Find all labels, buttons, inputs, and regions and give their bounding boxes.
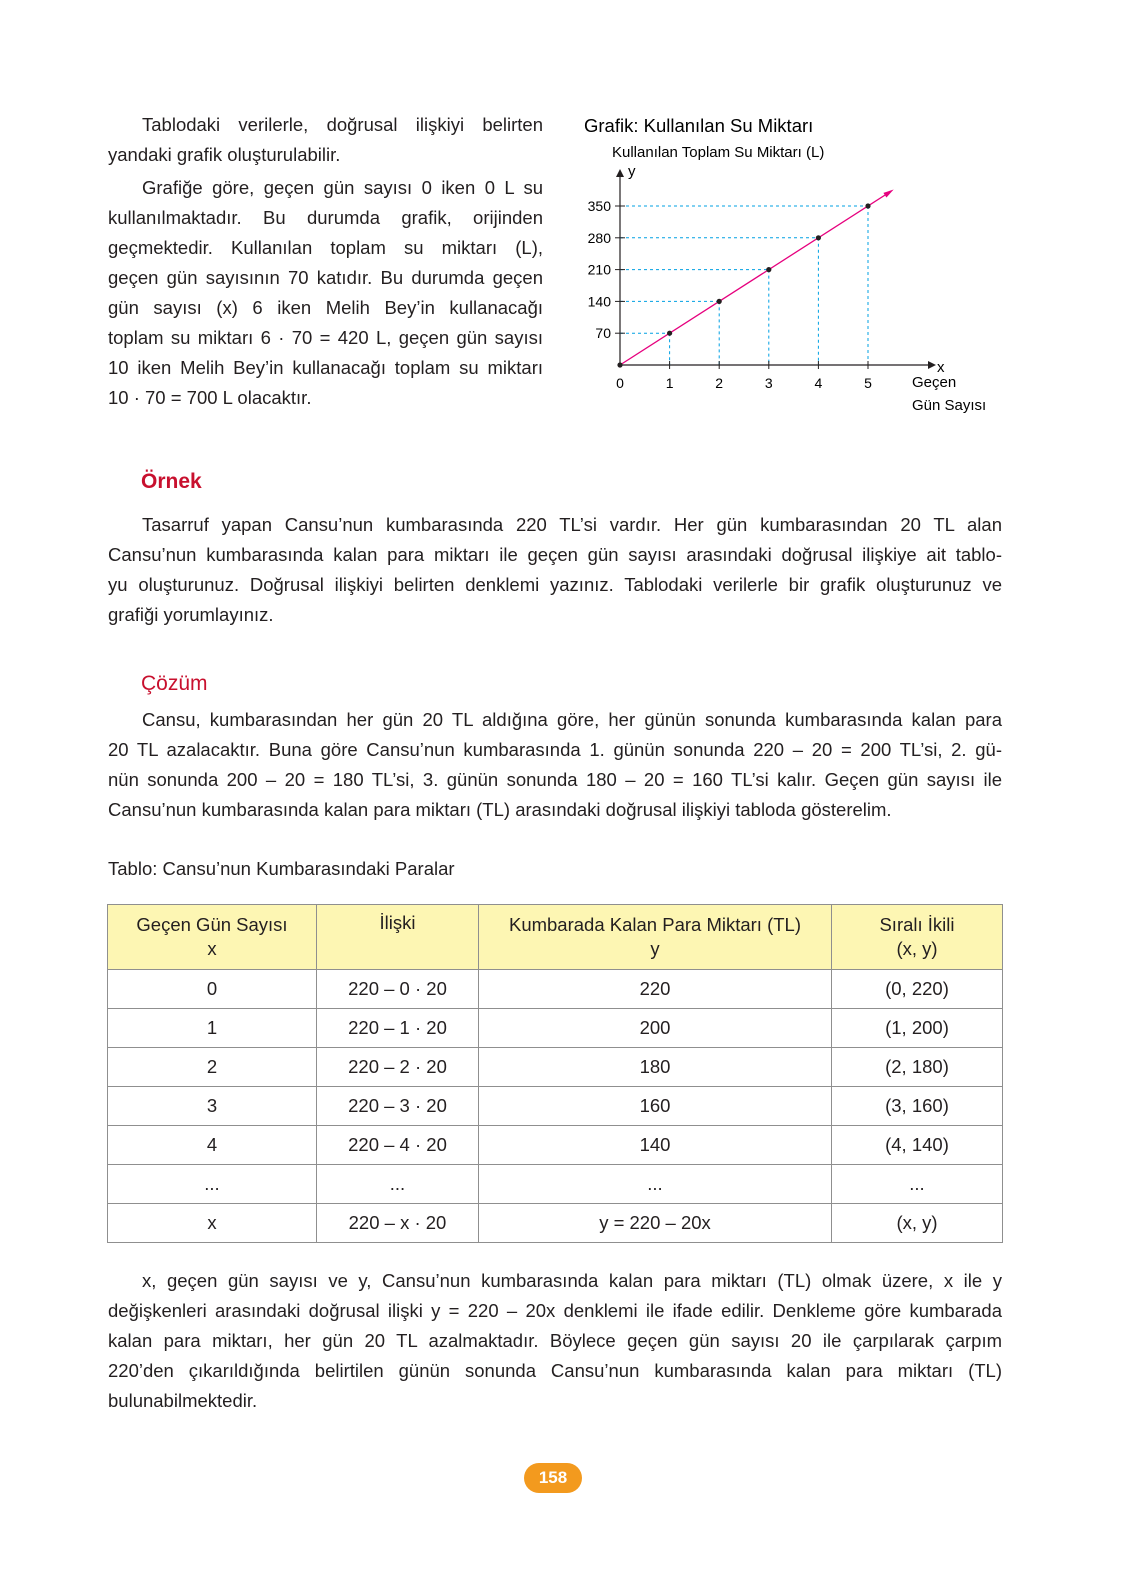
- series-arrow-icon: [883, 190, 893, 198]
- text-line: Tasarruf yapan Cansu’nun kumbarasında 220 TL’si vardır. Her gün kumbarasından 20 TL alan: [142, 514, 1002, 535]
- text-line: Cansu’nun kumbarasında kalan para miktarı ile geçen gün sayısı arasındaki doğrusal ilişkiye ait tablo-: [108, 544, 1002, 565]
- chart-title: Grafik: Kullanılan Su Miktarı: [584, 115, 814, 136]
- text-line: geçen gün sayısının 70 katıdır. Bu durumda geçen: [108, 267, 543, 288]
- header-ordered-pair: Sıralı İkili (x, y): [832, 905, 1003, 970]
- y-tick-label: 210: [587, 261, 611, 278]
- text-line: bulunabilmektedir.: [108, 1390, 258, 1411]
- y-axis-letter: y: [628, 163, 636, 180]
- conclusion-paragraph: [108, 1266, 1002, 1416]
- x-tick-label: 3: [764, 375, 773, 391]
- text-line: Grafiğe göre, geçen gün sayısı 0 iken 0 L su: [142, 177, 543, 198]
- text-line: toplam su miktarı 6 · 70 = 420 L, geçen gün sayısı: [108, 327, 543, 348]
- table-row: x 220 – x · 20 y = 220 – 20x (x, y): [108, 1204, 1003, 1243]
- y-tick-label: 350: [587, 198, 611, 214]
- y-tick-label: 140: [587, 293, 611, 310]
- text-line: Tablodaki verilerle, doğrusal ilişkiyi belirten: [142, 114, 543, 135]
- y-axis-label: Kullanılan Toplam Su Miktarı (L): [612, 144, 825, 161]
- x-tick-label: 2: [715, 375, 724, 391]
- x-tick-label: 0: [616, 375, 624, 391]
- data-point: [617, 362, 622, 367]
- text-line: yu oluşturunuz. Doğrusal ilişkiyi belirten denklemi yazınız. Tablodaki verilerle bir grafik oluşturunuz ve: [108, 574, 1002, 595]
- table-row: 3 220 – 3 · 20 160 (3, 160): [108, 1087, 1003, 1126]
- intro-paragraph-1: [108, 110, 543, 170]
- example-heading: Örnek: [141, 470, 202, 493]
- text-line: kalan para miktarı, her gün 20 TL azalmaktadır. Böylece geçen gün sayısı 20 ile çarpılarak çarpım: [108, 1330, 1002, 1351]
- header-remaining-money: Kumbarada Kalan Para Miktarı (TL) y: [479, 905, 832, 970]
- table-row: 2 220 – 2 · 20 180 (2, 180): [108, 1048, 1003, 1087]
- page-number-badge: 158: [524, 1463, 582, 1493]
- text-line: yandaki grafik oluşturulabilir.: [108, 144, 341, 165]
- x-tick-label: 1: [665, 375, 674, 391]
- x-tick-label: 4: [814, 375, 823, 391]
- table-row: 1 220 – 1 · 20 200 (1, 200): [108, 1009, 1003, 1048]
- intro-paragraph-2: [108, 173, 543, 413]
- chart-canvas: [578, 108, 1018, 428]
- header-relation: İlişki: [317, 905, 479, 970]
- table-header-row: [108, 905, 1003, 970]
- x-axis-arrow-icon: [928, 361, 936, 369]
- text-line: Cansu’nun kumbarasında kalan para miktarı (TL) arasındaki doğrusal ilişkiyi tabloda gösterelim.: [108, 799, 892, 820]
- savings-table: [107, 904, 1003, 1243]
- solution-paragraph: [108, 705, 1002, 825]
- x-tick-label: 5: [864, 375, 872, 391]
- water-usage-chart: [578, 108, 1018, 428]
- x-axis-label-line-2: Gün Sayısı: [912, 397, 987, 414]
- example-paragraph: [108, 510, 1002, 630]
- text-line: 20 TL azalacaktır. Buna göre Cansu’nun kumbarasında 1. günün sonunda 220 – 20 = 200 TL’si, 2. gü-: [108, 739, 1002, 760]
- x-axis-label-line-1: Geçen: [912, 374, 957, 391]
- table-row: ... ... ... ...: [108, 1165, 1003, 1204]
- text-line: geçmektedir. Kullanılan toplam su miktarı (L),: [108, 237, 543, 258]
- text-line: nün sonunda 200 – 20 = 180 TL’si, 3. günün sonunda 180 – 20 = 160 TL’si kalır. Geçen gün sayısı ile: [108, 769, 1002, 790]
- text-line: 220’den çıkarıldığında belirtilen günün sonunda Cansu’nun kumbarasında kalan para miktarı (TL): [108, 1360, 1002, 1381]
- text-line: değişkenleri arasındaki doğrusal ilişki y = 220 – 20x denklemi ile ifade edilir. Denkleme göre kumbarada: [108, 1300, 1002, 1321]
- text-line: 10 iken Melih Bey’in kullanacağı toplam su miktarı: [108, 357, 543, 378]
- data-point: [667, 331, 672, 336]
- table-row: 4 220 – 4 · 20 140 (4, 140): [108, 1126, 1003, 1165]
- text-line: grafiği yorumlayınız.: [108, 604, 274, 625]
- text-line: 10 · 70 = 700 L olacaktır.: [108, 387, 312, 408]
- series-line: [620, 192, 890, 365]
- y-tick-label: 280: [587, 229, 611, 246]
- text-line: Cansu, kumbarasından her gün 20 TL aldığına göre, her günün sonunda kumbarasında kalan para: [142, 709, 1002, 730]
- table-caption: Tablo: Cansu’nun Kumbarasındaki Paralar: [108, 858, 455, 879]
- header-days: Geçen Gün Sayısı x: [108, 905, 317, 970]
- y-axis-arrow-icon: [616, 169, 624, 177]
- text-line: gün sayısı (x) 6 iken Melih Bey’in kullanacağı: [108, 297, 543, 318]
- solution-heading: Çözüm: [141, 672, 208, 695]
- text-line: x, geçen gün sayısı ve y, Cansu’nun kumbarasında kalan para miktarı (TL) olmak üzere, x ile y: [142, 1270, 1002, 1291]
- y-tick-label: 70: [595, 325, 611, 342]
- x-axis-letter: x: [937, 359, 945, 376]
- table-row: 0 220 – 0 · 20 220 (0, 220): [108, 970, 1003, 1009]
- data-point: [766, 267, 771, 272]
- data-point: [816, 235, 821, 240]
- text-line: kullanılmaktadır. Bu durumda grafik, orijinden: [108, 207, 543, 228]
- data-point: [865, 203, 870, 208]
- data-point: [717, 299, 722, 304]
